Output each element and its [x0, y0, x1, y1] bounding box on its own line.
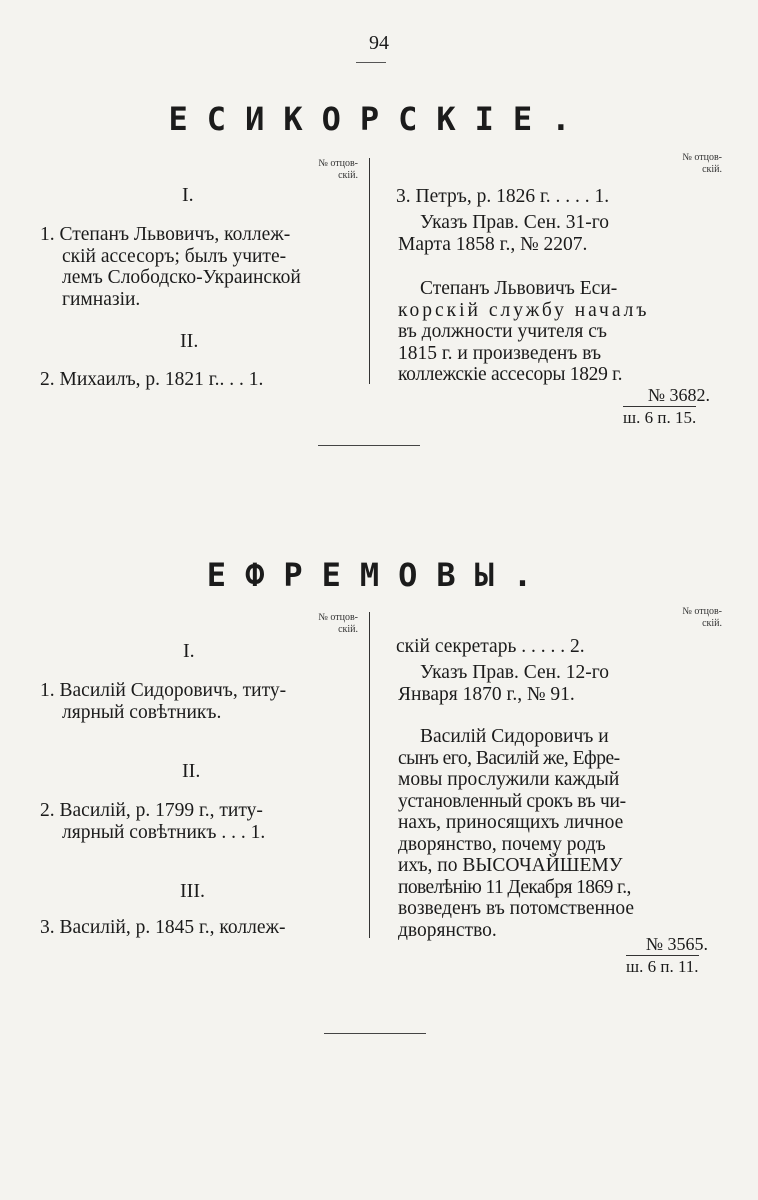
entry-2-vasiliy-1799: 2. Василій, р. 1799 г., титу- лярный совѣтникъ . . . 1.	[40, 800, 266, 843]
generation-1-numeral-2: I.	[183, 640, 195, 662]
column-divider-2	[369, 612, 370, 938]
note-efremovy: Василій Сидоровичъ и сынъ его, Василій же, Ефре- мовы прослужили каждый установленный срокъ въ чи- нахъ, приносящихъ личное дворянство, почему родъ ихъ, по ВЫСОЧАЙШЕМУ повелѣнію 11 Декабря 1869 г., возведенъ въ потомственное дворянство.	[398, 726, 635, 941]
entry-1-stepan: 1. Степанъ Львовичъ, коллеж- скій ассесоръ; былъ учите- лемъ Слободско-Украинской гимназіи.	[40, 224, 301, 310]
column-divider	[369, 158, 370, 384]
family-title-esikorskie: ЕСИКОРСКІЕ.	[168, 100, 590, 138]
entry-3-petr: 3. Петръ, р. 1826 г. . . . . 1.	[396, 186, 610, 207]
ukaz-1858: Указъ Прав. Сен. 31-го Марта 1858 г., № 2207.	[398, 212, 610, 255]
col-header-right-2: № отцов- скій.	[682, 606, 722, 629]
entry-3-vasiliy-1845: 3. Василій, р. 1845 г., коллеж-	[40, 917, 286, 938]
archive-number-3565: № 3565.	[645, 934, 708, 954]
col-header-right: № отцов- скій.	[682, 152, 722, 175]
section-separator	[318, 445, 420, 446]
col-header-left-2: № отцов- скій.	[318, 612, 358, 635]
generation-2-numeral-2: II.	[182, 760, 201, 782]
shelf-reference-2: ш. 6 п. 11.	[626, 957, 699, 976]
entry-3-continuation: скій секретарь . . . . . 2.	[396, 636, 585, 657]
archive-number-3682: № 3682.	[647, 385, 710, 405]
entry-2-mikhail: 2. Михаилъ, р. 1821 г.. . . 1.	[40, 369, 264, 390]
page-number-rule	[356, 62, 386, 63]
entry-1-vasiliy-sidorovich: 1. Василій Сидоровичъ, титу- лярный совѣтникъ.	[40, 680, 287, 723]
section-separator-bottom	[324, 1033, 426, 1034]
generation-1-numeral: I.	[182, 184, 194, 206]
shelf-reference-1: ш. 6 п. 15.	[623, 408, 697, 427]
ukaz-1870: Указъ Прав. Сен. 12-го Января 1870 г., № 91.	[398, 662, 610, 705]
page-number: 94	[369, 32, 389, 54]
generation-2-numeral: II.	[180, 330, 199, 352]
generation-3-numeral-2: III.	[180, 880, 205, 902]
note-esikorskie: Степанъ Львовичъ Еси- корскій службу началъ въ должности учителя съ 1815 г. и произведенъ въ коллежскіе ассесоры 1829 г.	[398, 278, 650, 385]
family-title-efremovy: ЕФРЕМОВЫ.	[206, 556, 552, 594]
col-header-left: № отцов- скій.	[318, 158, 358, 181]
